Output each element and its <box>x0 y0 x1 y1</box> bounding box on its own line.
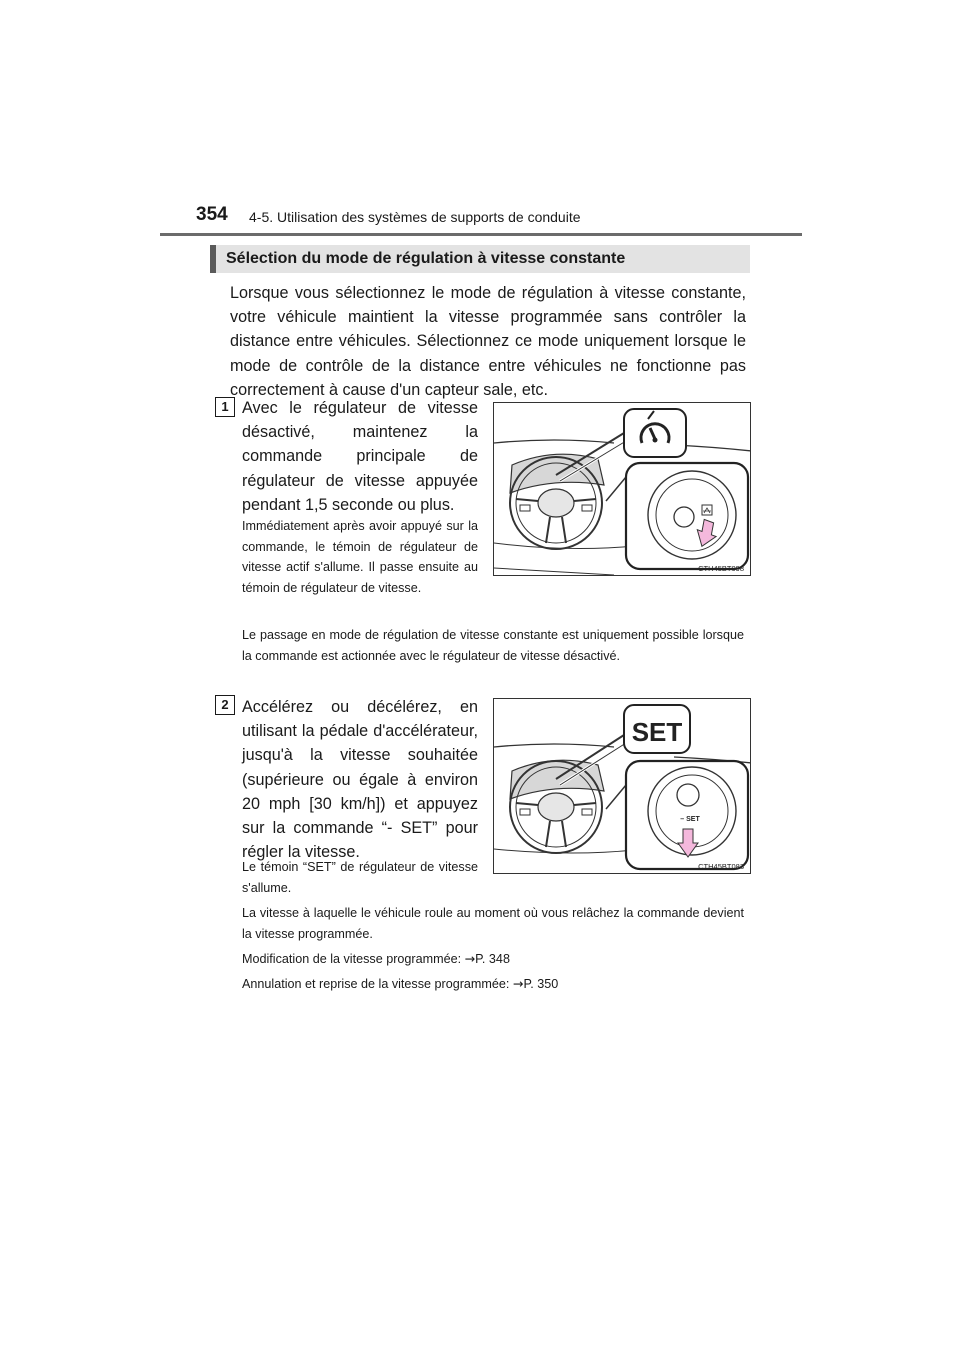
arrow-right-icon: → <box>512 976 524 991</box>
set-callout-label: SET <box>631 717 683 747</box>
page-header <box>196 198 806 238</box>
step-1-wide-note: Le passage en mode de régulation de vitesse constante est uniquement possible lorsque la commande est actionnée avec le régulateur de vitesse désactivé. <box>242 628 744 663</box>
intro-paragraph: Lorsque vous sélectionnez le mode de régulation à vitesse constante, votre véhicule maintient la vitesse programmée sans contrôler la distance entre véhicules. Sélectionnez ce mode uniquement lorsque le mode de contrôle de la distance entre véhicules ne fonctionne pas correctement à cause d'un capteur sale, etc. <box>230 284 746 399</box>
chapter-title: 4-5. Utilisation des systèmes de supports de conduite <box>249 209 581 225</box>
step-1-text: Avec le régulateur de vitesse désactivé, maintenez la commande principale de régulateur de vitesse appuyée pendant 1,5 seconde ou plus. <box>242 399 478 514</box>
step-1-note: Immédiatement après avoir appuyé sur la commande, le témoin de régulateur de vitesse actif s'allume. Il passe ensuite au témoin de régulateur de vitesse. <box>242 519 478 595</box>
figure-code: CTH45BT098 <box>698 564 744 573</box>
page-number: 354 <box>196 204 228 225</box>
reference-label: Modification de la vitesse programmée: <box>242 952 465 966</box>
set-switch-label: – SET <box>680 816 700 823</box>
figure-code: CTH45BT083 <box>698 862 744 871</box>
reference-cancel-resume <box>242 974 744 995</box>
reference-label: Annulation et reprise de la vitesse programmée: <box>242 977 513 991</box>
section-title: Sélection du mode de régulation à vitesse constante <box>226 250 626 267</box>
header-rule <box>160 233 802 236</box>
section-heading <box>210 245 750 273</box>
reference-modify-speed <box>242 949 744 970</box>
step-2-badge: 2 <box>215 695 235 715</box>
step-1-badge: 1 <box>215 397 235 417</box>
arrow-right-icon: → <box>464 951 476 966</box>
step-2-note: Le témoin “SET” de régulateur de vitesse s'allume. <box>242 860 478 895</box>
step-2-text: Accélérez ou décélérez, en utilisant la pédale d'accélérateur, jusqu'à la vitesse souhaitée (supérieure ou égale à environ 20 mph [30 km/h]) et appuyez sur la commande “- SET” pour régler la vitesse. <box>242 698 478 862</box>
figure-cruise-main-switch <box>493 402 751 576</box>
step-2-wide-note: La vitesse à laquelle le véhicule roule au moment où vous relâchez la commande devient la vitesse programmée. <box>242 906 744 941</box>
reference-page-link[interactable]: P. 348 <box>475 952 510 966</box>
figure-set-switch <box>493 698 751 874</box>
reference-page-link[interactable]: P. 350 <box>523 977 559 991</box>
